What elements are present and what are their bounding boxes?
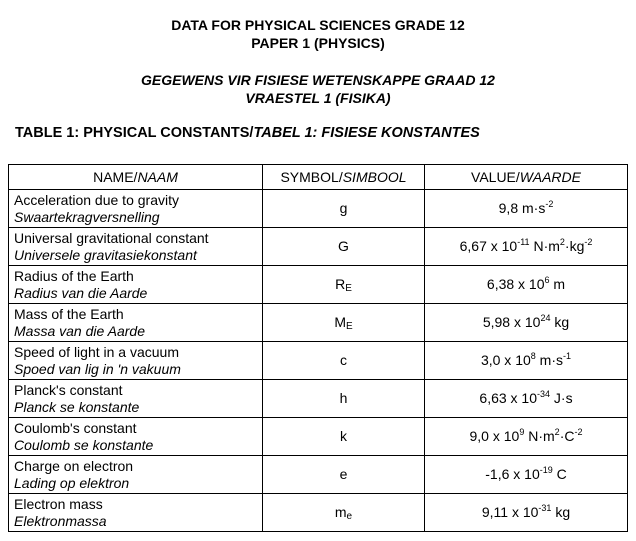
value-unit: kg bbox=[550, 314, 570, 330]
name-afrikaans: Swaartekragversnelling bbox=[14, 208, 160, 225]
constant-value bbox=[425, 494, 628, 532]
value-text: 6,38 x 10 bbox=[486, 276, 545, 292]
name-english: Mass of the Earth bbox=[14, 305, 124, 322]
table-row bbox=[9, 494, 628, 532]
symbol-subscript: E bbox=[345, 283, 352, 294]
unit-exponent: -2 bbox=[584, 237, 593, 247]
value-exponent: -19 bbox=[539, 465, 553, 475]
value-unit: C bbox=[552, 466, 567, 482]
table-title bbox=[15, 125, 480, 141]
constant-symbol bbox=[263, 228, 425, 266]
constant-value bbox=[425, 456, 628, 494]
name-afrikaans: Elektronmassa bbox=[14, 512, 107, 529]
value-exponent: -11 bbox=[517, 237, 530, 247]
value-text: 9,8 m·s bbox=[498, 200, 546, 216]
constant-symbol bbox=[263, 304, 425, 342]
name-english: Acceleration due to gravity bbox=[14, 191, 179, 208]
constant-symbol bbox=[263, 494, 425, 532]
symbol-text: g bbox=[339, 200, 348, 216]
name-afrikaans: Universele gravitasiekonstant bbox=[14, 246, 197, 263]
value-exponent: -31 bbox=[538, 503, 552, 513]
value-exponent: 9 bbox=[519, 427, 525, 437]
constant-value bbox=[425, 380, 628, 418]
constant-value bbox=[425, 304, 628, 342]
constant-name bbox=[9, 266, 263, 304]
column-header-name bbox=[9, 165, 263, 190]
constant-name bbox=[9, 304, 263, 342]
symbol-text: k bbox=[340, 428, 347, 444]
value-text: 5,98 x 10 bbox=[482, 314, 541, 330]
name-english: Speed of light in a vacuum bbox=[14, 343, 179, 360]
symbol-af: SIMBOOL bbox=[342, 168, 407, 185]
value-af: WAARDE bbox=[519, 168, 581, 185]
name-english: Planck's constant bbox=[14, 381, 123, 398]
name-english: Electron mass bbox=[14, 495, 103, 512]
table-row bbox=[9, 380, 628, 418]
name-english: Universal gravitational constant bbox=[14, 229, 209, 246]
name-af: NAAM bbox=[137, 168, 178, 185]
table-title-en: TABLE 1: PHYSICAL CONSTANTS/ bbox=[15, 125, 254, 141]
unit-exponent: -1 bbox=[563, 351, 572, 361]
value-unit: m·s bbox=[535, 352, 564, 368]
value-text: -1,6 x 10 bbox=[485, 466, 540, 482]
constant-name bbox=[9, 342, 263, 380]
constant-name bbox=[9, 456, 263, 494]
table-row bbox=[9, 266, 628, 304]
constant-value bbox=[425, 342, 628, 380]
table-row bbox=[9, 418, 628, 456]
value-text: 6,67 x 10 bbox=[459, 238, 518, 254]
constant-symbol bbox=[263, 266, 425, 304]
name-afrikaans: Massa van die Aarde bbox=[14, 322, 145, 339]
constant-name bbox=[9, 494, 263, 532]
constant-symbol bbox=[263, 342, 425, 380]
value-unit: ·kg bbox=[564, 238, 585, 254]
name-english: Coulomb's constant bbox=[14, 419, 137, 436]
constant-name bbox=[9, 380, 263, 418]
value-unit: N·m bbox=[524, 428, 555, 444]
unit-exponent: 2 bbox=[554, 427, 560, 437]
symbol-text: c bbox=[340, 352, 347, 368]
constant-symbol bbox=[263, 418, 425, 456]
table-row bbox=[9, 228, 628, 266]
name-afrikaans: Spoed van lig in 'n vakuum bbox=[14, 360, 181, 377]
table-row bbox=[9, 190, 628, 228]
unit-exponent: 2 bbox=[559, 237, 565, 247]
value-en: VALUE/ bbox=[471, 168, 520, 185]
constants-table bbox=[8, 164, 628, 532]
table-row bbox=[9, 304, 628, 342]
value-text: 9,0 x 10 bbox=[469, 428, 520, 444]
symbol-text: h bbox=[339, 390, 348, 406]
value-unit: J·s bbox=[550, 390, 573, 406]
unit-exponent: -2 bbox=[574, 427, 583, 437]
constant-value bbox=[425, 418, 628, 456]
header-paper-af: VRAESTEL 1 (FISIKA) bbox=[245, 90, 391, 106]
name-afrikaans: Lading op elektron bbox=[14, 474, 130, 491]
header-title: DATA FOR PHYSICAL SCIENCES GRADE 12 bbox=[171, 17, 465, 33]
value-text: 6,63 x 10 bbox=[479, 390, 538, 406]
table-title-af: TABEL 1: FISIESE KONSTANTES bbox=[253, 125, 480, 141]
constant-value bbox=[425, 190, 628, 228]
symbol-text: G bbox=[338, 238, 349, 254]
value-exponent: 6 bbox=[544, 275, 550, 285]
constant-symbol bbox=[263, 456, 425, 494]
symbol-en: SYMBOL/ bbox=[280, 168, 343, 185]
value-exponent: 24 bbox=[540, 313, 551, 323]
name-afrikaans: Planck se konstante bbox=[14, 398, 140, 415]
value-exponent: -2 bbox=[545, 199, 554, 209]
value-unit: ·C bbox=[559, 428, 575, 444]
symbol-subscript: e bbox=[346, 511, 353, 522]
constant-name bbox=[9, 190, 263, 228]
symbol-subscript: E bbox=[346, 321, 353, 332]
constant-value bbox=[425, 266, 628, 304]
table-row bbox=[9, 342, 628, 380]
value-text: 3,0 x 10 bbox=[480, 352, 531, 368]
symbol-text: m bbox=[334, 504, 347, 520]
column-header-symbol bbox=[263, 165, 425, 190]
value-unit: kg bbox=[551, 504, 571, 520]
constant-symbol bbox=[263, 380, 425, 418]
name-afrikaans: Radius van die Aarde bbox=[14, 284, 148, 301]
name-english: Radius of the Earth bbox=[14, 267, 134, 284]
symbol-text: R bbox=[335, 276, 346, 292]
table-row bbox=[9, 456, 628, 494]
constant-name bbox=[9, 228, 263, 266]
value-text: 9,11 x 10 bbox=[481, 504, 539, 520]
value-unit: N·m bbox=[529, 238, 560, 254]
table-header-row bbox=[9, 165, 628, 190]
symbol-text: M bbox=[334, 314, 346, 330]
constant-value bbox=[425, 228, 628, 266]
header-paper: PAPER 1 (PHYSICS) bbox=[251, 35, 385, 51]
value-exponent: -34 bbox=[537, 389, 551, 399]
constant-name bbox=[9, 418, 263, 456]
column-header-value bbox=[425, 165, 628, 190]
name-en: NAME/ bbox=[93, 168, 138, 185]
value-exponent: 8 bbox=[530, 351, 536, 361]
name-english: Charge on electron bbox=[14, 457, 134, 474]
header-title-af: GEGEWENS VIR FISIESE WETENSKAPPE GRAAD 12 bbox=[141, 72, 495, 88]
constant-symbol bbox=[263, 190, 425, 228]
name-afrikaans: Coulomb se konstante bbox=[14, 436, 154, 453]
value-unit: m bbox=[549, 276, 566, 292]
symbol-text: e bbox=[339, 466, 348, 482]
